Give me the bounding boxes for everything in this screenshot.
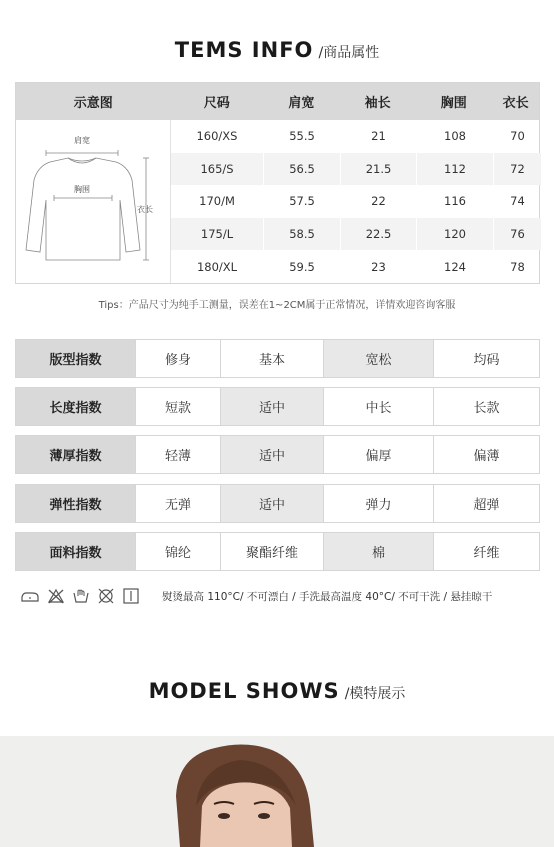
- index-option: 锦纶: [136, 533, 221, 570]
- garment-diagram: [16, 120, 171, 283]
- items-info-title-cn: /商品属性: [318, 45, 380, 61]
- cell-length: 74: [510, 194, 525, 209]
- size-row: [171, 185, 541, 218]
- cell-shoulder: 56.5: [264, 153, 341, 186]
- index-table: [15, 532, 540, 571]
- hand-wash-icon: [72, 588, 90, 604]
- header-sleeve: 袖长: [364, 96, 391, 111]
- sweater-outline-icon: [16, 120, 171, 283]
- cell-size: 170/M: [171, 185, 264, 218]
- cell-sleeve: 23: [341, 250, 417, 283]
- index-option: 长款: [473, 401, 500, 416]
- diagram-label-chest: 胸围: [74, 185, 90, 194]
- index-option: 纤维: [473, 546, 500, 561]
- size-table: [15, 82, 540, 284]
- index-option: 修身: [136, 340, 221, 377]
- cell-sleeve: 21: [341, 120, 417, 153]
- index-option: 偏薄: [473, 449, 500, 464]
- header-shoulder: 肩宽: [288, 96, 315, 111]
- size-table-header: [16, 83, 539, 120]
- cell-chest: 120: [417, 218, 494, 251]
- cell-sleeve: 21.5: [341, 153, 417, 186]
- index-label: 版型指数: [16, 340, 136, 377]
- index-option: 中长: [324, 388, 434, 425]
- header-length: 衣长: [502, 96, 529, 111]
- index-option: 宽松: [324, 340, 434, 377]
- header-diagram: 示意图: [73, 96, 113, 111]
- cell-sleeve: 22: [341, 185, 417, 218]
- cell-length: 78: [510, 259, 525, 274]
- index-option: 短款: [136, 388, 221, 425]
- index-option: 适中: [221, 436, 324, 473]
- index-table: [15, 484, 540, 523]
- care-instructions: [20, 585, 540, 607]
- cell-size: 180/XL: [171, 250, 264, 283]
- cell-shoulder: 58.5: [264, 218, 341, 251]
- size-row: [171, 153, 541, 186]
- cell-length: 72: [510, 161, 525, 176]
- index-option: 轻薄: [136, 436, 221, 473]
- size-row: [171, 218, 541, 251]
- no-bleach-icon: [47, 588, 65, 604]
- cell-chest: 124: [417, 250, 494, 283]
- cell-shoulder: 59.5: [264, 250, 341, 283]
- model-shows-title-en: MODEL SHOWS: [148, 679, 340, 703]
- cell-shoulder: 55.5: [264, 120, 341, 153]
- no-dry-clean-icon: [97, 588, 115, 604]
- index-option: 无弹: [136, 485, 221, 522]
- cell-length: 76: [510, 227, 525, 242]
- index-label: 面料指数: [16, 533, 136, 570]
- hang-dry-icon: [122, 588, 140, 604]
- cell-chest: 108: [417, 120, 494, 153]
- model-shows-title-cn: /模特展示: [344, 686, 406, 702]
- size-row: [171, 250, 541, 283]
- model-portrait-image: [0, 736, 554, 847]
- cell-size: 160/XS: [171, 120, 264, 153]
- index-option: 聚酯纤维: [221, 533, 324, 570]
- model-photo: [0, 736, 554, 847]
- cell-shoulder: 57.5: [264, 185, 341, 218]
- index-label: 长度指数: [16, 388, 136, 425]
- cell-sleeve: 22.5: [341, 218, 417, 251]
- index-table: [15, 387, 540, 426]
- tips-text: Tips：产品尺寸为纯手工测量，误差在1~2CM属于正常情况，详情欢迎咨询客服: [98, 300, 456, 311]
- cell-chest: 112: [417, 153, 494, 186]
- size-rows: [171, 120, 541, 283]
- index-option: 弹力: [324, 485, 434, 522]
- index-label: 薄厚指数: [16, 436, 136, 473]
- index-table: [15, 435, 540, 474]
- index-option: 适中: [221, 388, 324, 425]
- items-info-title: [0, 38, 554, 62]
- cell-size: 165/S: [171, 153, 264, 186]
- index-option: 均码: [473, 353, 500, 368]
- index-option: 基本: [221, 340, 324, 377]
- cell-size: 175/L: [171, 218, 264, 251]
- header-size: 尺码: [203, 96, 230, 111]
- header-chest: 胸围: [440, 96, 467, 111]
- index-table: [15, 339, 540, 378]
- index-option: 棉: [324, 533, 434, 570]
- diagram-label-shoulder: 肩宽: [74, 136, 90, 145]
- items-info-title-en: TEMS INFO: [174, 38, 314, 62]
- index-option: 适中: [221, 485, 324, 522]
- diagram-label-length: 衣长: [137, 205, 153, 214]
- cell-chest: 116: [417, 185, 494, 218]
- model-shows-title: [0, 679, 554, 703]
- cell-length: 70: [510, 129, 525, 144]
- index-label: 弹性指数: [16, 485, 136, 522]
- iron-icon: [20, 588, 40, 604]
- care-text: 熨烫最高 110°C/ 不可漂白 / 手洗最高温度 40°C/ 不可干洗 / 悬挂晾干: [162, 590, 493, 603]
- index-option: 偏厚: [324, 436, 434, 473]
- size-row: [171, 120, 541, 153]
- index-option: 超弹: [473, 498, 500, 513]
